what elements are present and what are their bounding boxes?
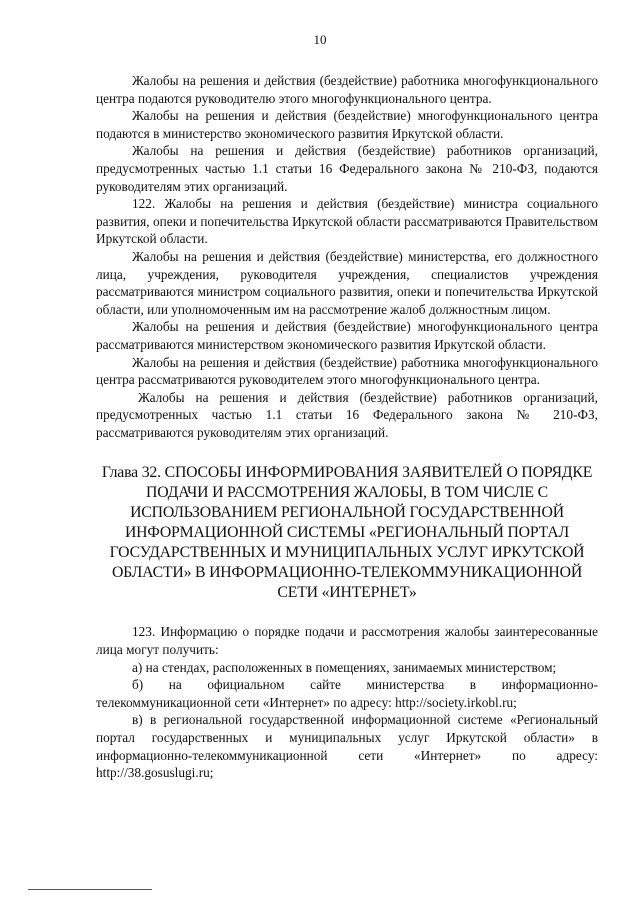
paragraph: 122. Жалобы на решения и действия (бездействие) министра социального развития, опеки и попечительства Иркутской области рассматриваются Правительством Иркутской области. bbox=[96, 196, 598, 247]
page-number: 10 bbox=[313, 32, 327, 47]
paragraph: Жалобы на решения и действия (бездействие) многофункционального центра рассматриваются министерством экономического развития Иркутской области. bbox=[96, 319, 598, 352]
paragraph: Жалобы на решения и действия (бездействие) работников организаций, предусмотренных частью 1.1 статьи 16 Федерального закона № 210-ФЗ, рассматриваются руководителям этих организаций. bbox=[96, 389, 598, 440]
footer-divider bbox=[28, 889, 152, 890]
paragraph: Жалобы на решения и действия (бездействие) многофункционального центра подаются в министерство экономического развития Иркутской области. bbox=[96, 108, 598, 141]
list-item: в) в региональной государственной информационной системе «Региональный портал государственных и муниципальных услуг Иркутской области» в информационно-телекоммуникационной сети «Интернет» по адресу: http://38.gosuslugi.ru; bbox=[96, 712, 598, 781]
paragraph: Жалобы на решения и действия (бездействие) работника многофункционального центра рассматриваются руководителем этого многофункционального центра. bbox=[96, 354, 598, 388]
paragraph: Жалобы на решения и действия (бездействие) работника многофункционального центра подаются руководителю этого многофункционального центра. bbox=[96, 73, 598, 106]
paragraph: Жалобы на решения и действия (бездействие) работников организаций, предусмотренных частью 1.1 статьи 16 Федерального закона № 210-ФЗ, подаются руководителям этих организаций. bbox=[96, 143, 598, 194]
paragraph: Жалобы на решения и действия (бездействие) министерства, его должностного лица, учреждения, руководителя учреждения, специалистов учреждения рассматриваются министром социального развития, опеки и попечительства Иркутской области, или уполномоченным им на рассмотрение жалоб должностным лицом. bbox=[96, 248, 598, 317]
list-item: а) на стендах, расположенных в помещениях, занимаемых министерством; bbox=[132, 659, 557, 675]
document-body bbox=[96, 72, 598, 782]
chapter-heading: Глава 32. СПОСОБЫ ИНФОРМИРОВАНИЯ ЗАЯВИТЕЛЕЙ О ПОРЯДКЕ ПОДАЧИ И РАССМОТРЕНИЯ ЖАЛОБЫ, В ТОМ ЧИСЛЕ С ИСПОЛЬЗОВАНИЕМ РЕГИОНАЛЬНОЙ ГОСУДАРСТВЕННОЙ ИНФОРМАЦИОННОЙ СИСТЕМЫ «РЕГИОНАЛЬНЫЙ ПОРТАЛ ГОСУДАРСТВЕННЫХ И МУНИЦИПАЛЬНЫХ УСЛУГ ИРКУТСКОЙ ОБЛАСТИ» В ИНФОРМАЦИОННО-ТЕЛЕКОММУНИКАЦИОННОЙ СЕТИ «ИНТЕРНЕТ» bbox=[101, 464, 593, 602]
paragraph: 123. Информацию о порядке подачи и рассмотрения жалобы заинтересованные лица могут получить: bbox=[96, 624, 598, 658]
list-item: б) на официальном сайте министерства в информационно-телекоммуникационной сети «Интернет» по адресу: http://society.irkobl.ru; bbox=[96, 677, 598, 710]
